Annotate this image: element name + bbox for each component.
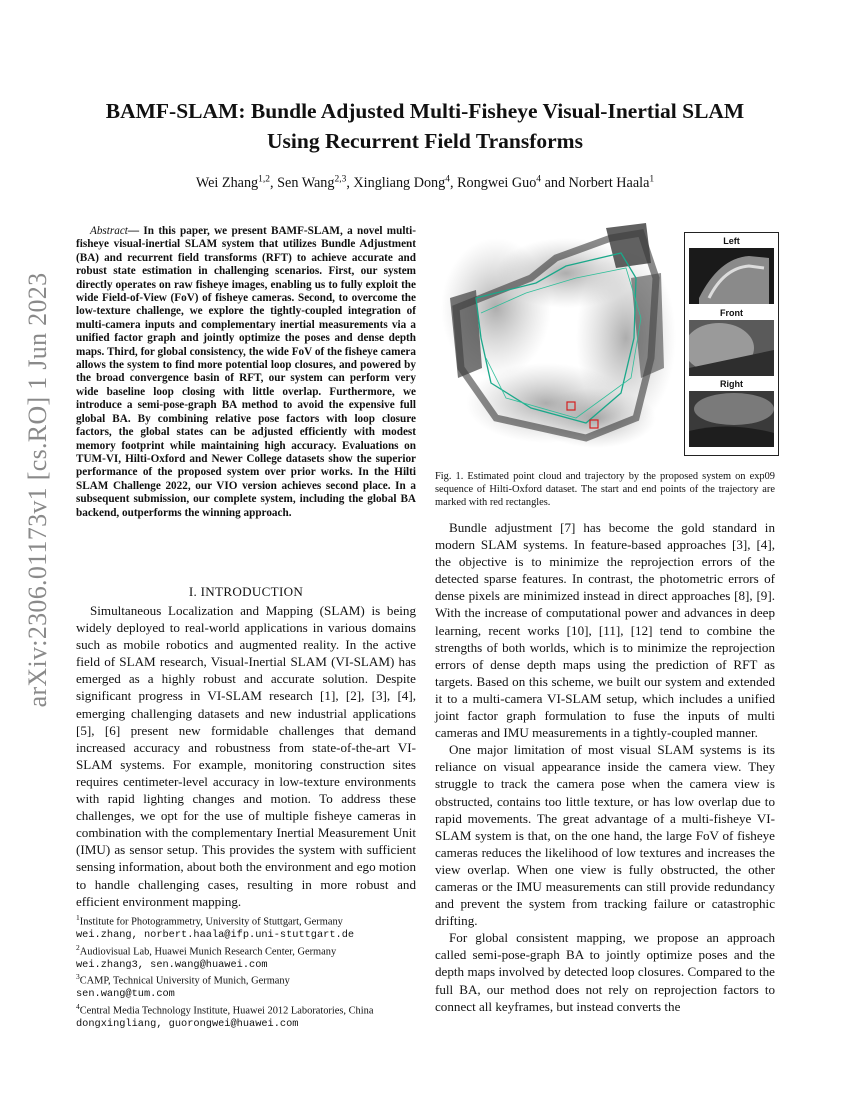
view-label-right: Right xyxy=(720,379,743,389)
footnote: $^1$Institute for Photogrammetry, University of Stuttgart, Germany wei.zhang, norbert.haala@ifp.uni-stuttgart.de xyxy=(76,913,355,942)
title-line-2: Using Recurrent Field Transforms xyxy=(267,129,583,153)
footnote: $^3$CAMP, Technical University of Munich, Germany sen.wang@tum.com xyxy=(76,972,290,1001)
right-column-body xyxy=(435,519,775,1015)
author-list xyxy=(60,174,790,192)
intro-paragraph-text: Simultaneous Localization and Mapping (SLAM) is being widely deployed to real-world applications in various domains such as mobile robotics and augmented reality. In the active field of SLAM research, Visual-Inertial SLAM (VI-SLAM) has emerged as a highly robust and accurate solution. Despite significant progress in VI-SLAM research [1], [2], [3], [4], emerging challenging datasets and new industrial applications [5], [6] present new formidable challenges that demand increased accuracy and robustness from state-of-the-art VI-SLAM systems. For example, monitoring construction sites requires centimeter-level accuracy in low-texture environments with rapid lighting changes and motion. To address these challenges, we opt for the use of multiple fisheye cameras in combination with the complementary Inertial Measurement Unit (IMU) as sensor setup. This provides the system with sufficient sensing information, about both the environment and ego motion to handle challenging cases, resulting in more robust and efficient environment mapping. xyxy=(76,603,417,909)
right-camera-image xyxy=(689,391,774,447)
camera-views-panel xyxy=(684,232,779,456)
author: Norbert Haala$^1$ xyxy=(568,174,655,191)
view-label-front: Front xyxy=(720,308,743,318)
title-line-1: BAMF-SLAM: Bundle Adjusted Multi-Fisheye Visual-Inertial SLAM xyxy=(105,99,745,123)
abstract xyxy=(76,225,416,520)
abstract-text: — In this paper, we present BAMF-SLAM, a novel multi-fisheye visual-inertial SLAM system that utilizes Bundle Adjustment (BA) and recurrent field transforms (RFT) to achieve accurate and robust state estimation in challenging scenarios. First, our system directly operates on raw fisheye images, enabling us to fully exploit the wide Field-of-View (FoV) of fisheye cameras. Second, to overcome the low-texture challenge, we explore the tightly-coupled integration of multi-camera inputs and complementary inertial measurements via a unified factor graph and jointly optimize the poses and dense depth maps. Third, for global consistency, the wide FoV of the fisheye camera allows the system to find more potential loop closures, and powered by the broad convergence basin of RFT, our system can perform very wide baseline loop closing with little overlap. Furthermore, we introduce a semi-pose-graph BA method to avoid the expensive full global BA. By combining relative pose factors with loop closure factors, the global states can be adjusted efficiently with modest memory footprint while maintaining high accuracy. Evaluations on TUM-VI, Hilti-Oxford and Newer College datasets show the superior performance of the proposed system over prior works. In the Hilti SLAM Challenge 2022, our VIO version achieves second place. In a subsequent submission, our complete system, including the global BA backend, outperforms the winning approach. xyxy=(76,225,416,519)
section-heading-introduction: I. INTRODUCTION xyxy=(188,584,304,599)
abstract-label: Abstract xyxy=(90,225,128,237)
view-label-left: Left xyxy=(723,236,740,246)
author: Xingliang Dong$^4$, xyxy=(353,174,458,191)
figure-caption: Fig. 1. Estimated point cloud and trajectory by the proposed system on exp09 sequence of Hilti-Oxford dataset. The start and end points of the trajectory are marked with red rectangles. xyxy=(435,471,775,508)
footnote: $^4$Central Media Technology Institute, Huawei 2012 Laboratories, China dongxingliang, guorongwei@huawei.com xyxy=(76,1001,374,1031)
footnotes xyxy=(76,912,416,1031)
arxiv-id: arXiv:2306.01173v1 [cs.RO] 1 Jun 2023 xyxy=(23,272,52,708)
paper-title xyxy=(60,96,790,156)
footnote: $^2$Audiovisual Lab, Huawei Munich Research Center, Germany wei.zhang3, sen.wang@huawei.com xyxy=(76,942,337,971)
author: Sen Wang$^{2,3}$, xyxy=(277,174,354,191)
body-paragraph: For global consistent mapping, we propose an approach called semi-pose-graph BA to jointly optimize poses and the depth maps involved by detected loop closures. Compared to the full BA, our method does not rely on reprojection factors to connect all keyframes, but instead converts the xyxy=(435,930,775,1014)
author: Wei Zhang$^{1,2}$, xyxy=(195,174,278,191)
intro-paragraph xyxy=(76,602,416,910)
body-paragraph: Bundle adjustment [7] has become the gold standard in modern SLAM systems. In feature-based approaches [3], [4], the objective is to minimize the reprojection errors of the detected sparse features. In contrast, the photometric errors of dense pixels are minimized instead in direct approaches [8], [9]. With the increase of computational power and advances in deep learning, recent works [10], [11], [12] tend to combine the strengths of both worlds, which is to minimize the reprojection errors of dense depth maps using the prediction of RFT as targets. Based on this scheme, we built our system and extended it to a multi-camera VI-SLAM setup, which includes a unified joint factor graph formulation to fuse the inputs of multi cameras and IMU measurements in a tightly-coupled manner. xyxy=(435,520,775,741)
arxiv-stamp xyxy=(18,272,58,708)
body-paragraph: One major limitation of most visual SLAM systems is its reliance on visual appearance inside the camera view. They struggle to track the camera pose when the camera view is obstructed, contains too little texture, or has low overlap due to rapid movements. The great advantage of a multi-fisheye VI-SLAM system is that, on the one hand, the large FoV of fisheye cameras reduces the likelihood of low textures and increases the view overlap. When one view is fully obstructed, the other cameras or the IMU measurements can still provide redundancy and prevent the system from tracking failure or catastrophic drifting. xyxy=(435,742,775,929)
front-camera-image xyxy=(689,320,774,376)
left-camera-image xyxy=(689,248,774,304)
author: Rongwei Guo$^4$ and xyxy=(457,174,569,191)
